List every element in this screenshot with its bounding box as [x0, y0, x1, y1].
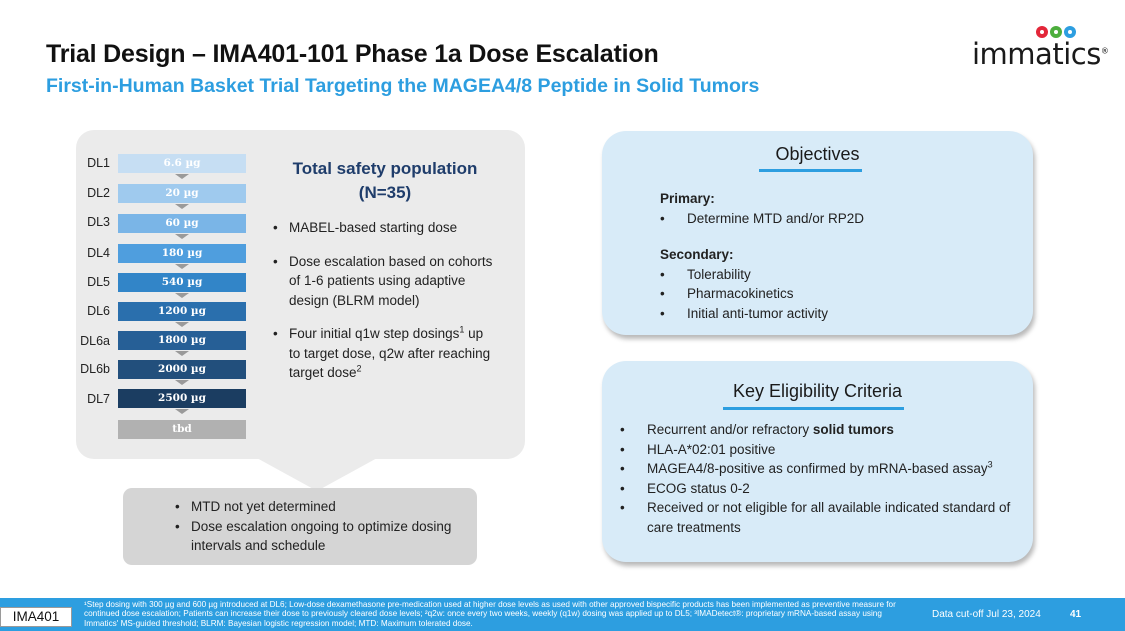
list-item: • Pharmacokinetics: [660, 284, 864, 304]
page-title: Trial Design – IMA401-101 Phase 1a Dose Escalation: [46, 40, 659, 68]
dose-bar: 180 µg: [118, 244, 246, 263]
down-arrow-icon: [175, 174, 189, 179]
dose-level-label: DL6a: [80, 334, 110, 348]
mtd-status-box: [123, 488, 477, 565]
list-item: • ECOG status 0-2: [620, 479, 1030, 499]
dose-bar: 540 µg: [118, 273, 246, 292]
eligibility-list: [620, 420, 1030, 537]
dose-level-label: DL2: [87, 186, 110, 200]
secondary-list: [660, 265, 864, 324]
list-item: • Received or not eligible for all available indicated standard of care treatments: [620, 498, 1030, 537]
heading-underline: [759, 169, 862, 172]
dose-bar-tbd: tbd: [118, 420, 246, 439]
eligibility-heading: Key Eligibility Criteria: [732, 381, 903, 401]
population-title-line2: (N=35): [358, 183, 412, 202]
primary-label: Primary:: [660, 191, 715, 206]
dose-level-label: DL4: [87, 246, 110, 260]
list-item: • MABEL-based starting dose: [273, 218, 498, 238]
dose-level-label: DL3: [87, 215, 110, 229]
footnote: ¹Step dosing with 300 µg and 600 µg introduced at DL6; Low-dose dexamethasone pre-medication used at higher dose levels as used with other approved bispecific products has been implemented as preventive measure for continued dose escalation; Patients can increase their dose to previously cleared dose levels; ²q2w: once every two weeks, weekly (q1w) dosing was applied up to DL5; ³IMADetect®: proprietary mRNA-based assay using Immatics' MS-guided threshold; BLRM: Bayesian logistic regression model; MTD: Maximum tolerated dose.: [84, 600, 896, 628]
dose-bar: 20 µg: [118, 184, 246, 203]
objectives-card: [602, 131, 1033, 335]
list-item: • Four initial q1w step dosings$^1$ up to target dose, q2w after reaching target dose$^2$: [273, 324, 498, 383]
objectives-heading: Objectives: [775, 144, 860, 164]
dose-bar: 1200 µg: [118, 302, 246, 321]
dose-bar: 60 µg: [118, 214, 246, 233]
page-number: 41: [1070, 609, 1082, 620]
down-arrow-icon: [175, 351, 189, 356]
population-title-line1: Total safety population: [292, 159, 478, 178]
down-arrow-icon: [175, 409, 189, 414]
secondary-label: Secondary:: [660, 247, 734, 262]
list-item: • Initial anti-tumor activity: [660, 304, 864, 324]
dose-bar: 2000 µg: [118, 360, 246, 379]
down-arrow-icon: [175, 322, 189, 327]
dose-bar: 2500 µg: [118, 389, 246, 408]
objectives-body: [660, 189, 864, 340]
dose-level-label: DL6: [87, 304, 110, 318]
page-subtitle: First-in-Human Basket Trial Targeting the MAGEA4/8 Peptide in Solid Tumors: [46, 75, 760, 97]
primary-list: [660, 209, 864, 229]
down-arrow-icon: [175, 234, 189, 239]
dose-level-label: DL5: [87, 275, 110, 289]
list-item: • Recurrent and/or refractory solid tumors: [620, 420, 1030, 440]
logo-wordmark: immatics®: [972, 37, 1109, 71]
list-item: • Dose escalation based on cohorts of 1-6 patients using adaptive design (BLRM model): [273, 252, 498, 311]
list-item: • Dose escalation ongoing to optimize dosing intervals and schedule: [175, 517, 477, 556]
down-arrow-icon: [175, 264, 189, 269]
list-item: • Determine MTD and/or RP2D: [660, 209, 864, 229]
list-item: • HLA-A*02:01 positive: [620, 440, 1030, 460]
panel-pointer: [255, 457, 379, 491]
down-arrow-icon: [175, 380, 189, 385]
population-title: [262, 157, 508, 205]
down-arrow-icon: [175, 204, 189, 209]
data-cutoff: Data cut-off Jul 23, 2024: [932, 609, 1041, 620]
dose-level-label: DL6b: [80, 362, 110, 376]
list-item: • Tolerability: [660, 265, 864, 285]
heading-underline: [723, 407, 904, 410]
down-arrow-icon: [175, 293, 189, 298]
dose-bar: 6.6 µg: [118, 154, 246, 173]
dose-bar: 1800 µg: [118, 331, 246, 350]
product-tag: IMA401: [0, 607, 72, 627]
dose-level-label: DL7: [87, 392, 110, 406]
immatics-logo: [972, 20, 1109, 71]
eligibility-card: [602, 361, 1033, 562]
population-bullets: [273, 218, 498, 397]
dose-level-label: DL1: [87, 156, 110, 170]
list-item: • MTD not yet determined: [175, 497, 477, 517]
list-item: • MAGEA4/8-positive as confirmed by mRNA-based assay$^3$: [620, 459, 1030, 479]
